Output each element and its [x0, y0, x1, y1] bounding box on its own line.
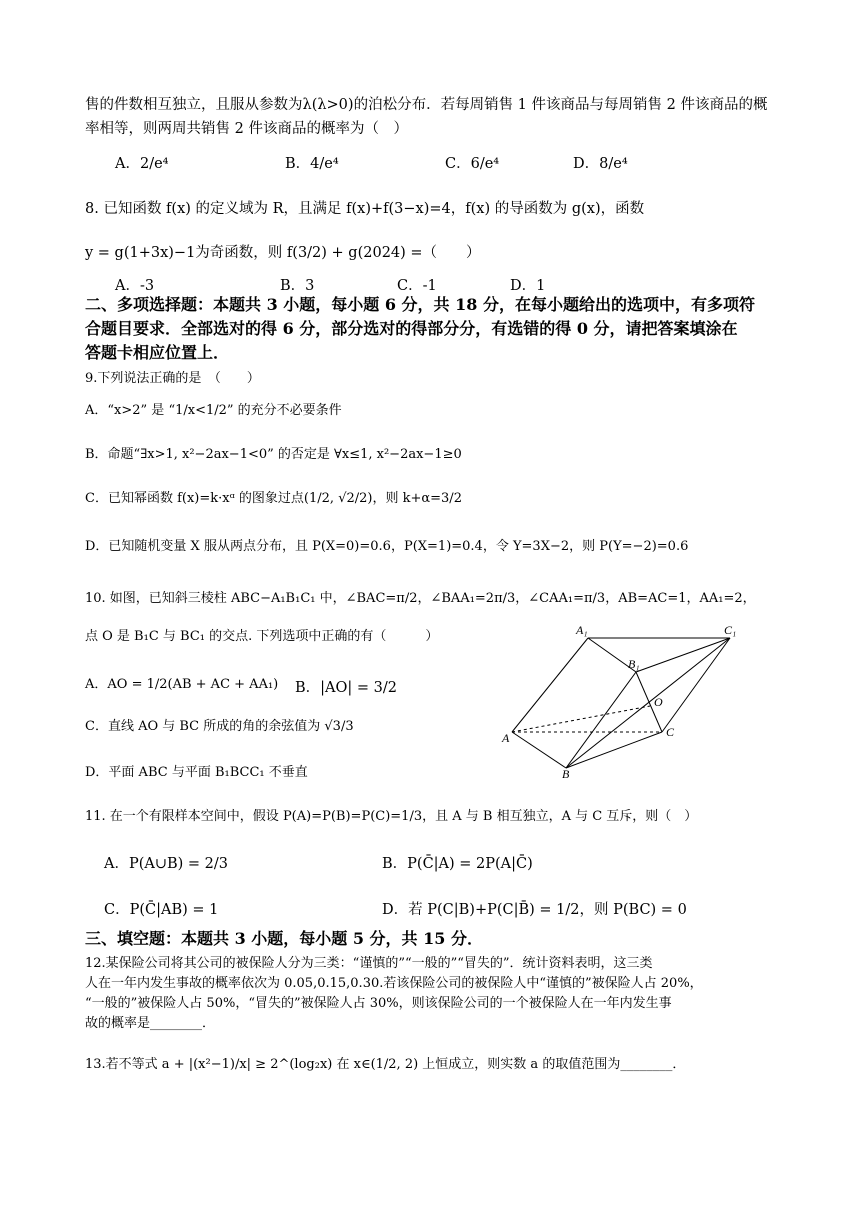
- q8-option-a: A．-3: [115, 278, 155, 294]
- q10-line1: 10. 如图，已知斜三棱柱 ABC−A₁B₁C₁ 中，∠BAC=π/2，∠BAA₁=2π/3，∠CAA₁=π/3，AB=AC=1，AA₁=2，: [85, 591, 756, 606]
- section2-line3: 答题卡相应位置上．: [85, 343, 230, 362]
- q7-option-b: B．4/e⁴: [285, 156, 339, 172]
- q12-line2: 人在一年内发生事故的概率依次为 0.05,0.15,0.30.若该保险公司的被保险人中“谨慎的”被保险人占 20%，: [85, 976, 703, 991]
- q7-line1: 售的件数相互独立，且服从参数为λ(λ>0)的泊松分布．若每周销售 1 件该商品与每周销售 2 件该商品的概: [85, 97, 768, 113]
- q8-option-d: D．1: [510, 278, 546, 294]
- q12-line4: 故的概率是________．: [85, 1016, 216, 1031]
- label-c: C: [666, 725, 675, 739]
- section2-line2: 合题目要求．全部选对的得 6 分，部分选对的得部分分，有选错的得 0 分，请把答案填涂在: [85, 319, 738, 338]
- q9-option-d: D．已知随机变量 X 服从两点分布，且 P(X=0)=0.6，P(X=1)=0.4，令 Y=3X−2，则 P(Y=−2)=0.6: [85, 539, 689, 554]
- q10-option-b: B．|AO| = 3/2: [295, 680, 397, 696]
- label-a: A: [502, 731, 510, 745]
- edge-b1c1: [636, 638, 730, 672]
- q8-line2: y = g(1+3x)−1为奇函数，则 f(3/2) + g(2024) =（ ）: [85, 245, 481, 261]
- diag-bc1: [566, 638, 730, 768]
- q8-line1: 8. 已知函数 f(x) 的定义域为 R，且满足 f(x)+f(3−x)=4，f(x) 的导函数为 g(x)，函数: [85, 201, 645, 217]
- label-b: B: [562, 767, 570, 780]
- q7-option-d: D．8/e⁴: [573, 156, 628, 172]
- q8-option-b: B．3: [280, 278, 315, 294]
- q12-line1: 12.某保险公司将其公司的被保险人分为三类：“谨慎的”“一般的”“冒失的”．统计资料表明，这三类: [85, 956, 653, 971]
- edge-bc: [566, 732, 662, 768]
- label-a1: A₁: [576, 623, 588, 637]
- q10-option-c: C．直线 AO 与 BC 所成的角的余弦值为 √3/3: [85, 719, 354, 734]
- q10-line2: 点 O 是 B₁C 与 BC₁ 的交点. 下列选项中正确的有（ ）: [85, 629, 439, 644]
- q7-option-a: A．2/e⁴: [115, 156, 169, 172]
- q7-line2: 率相等，则两周共销售 2 件该商品的概率为（ ）: [85, 121, 408, 137]
- label-o: O: [654, 695, 663, 709]
- q10-option-d: D．平面 ABC 与平面 B₁BCC₁ 不垂直: [85, 765, 308, 780]
- section3-title: 三、填空题：本题共 3 小题，每小题 5 分，共 15 分．: [85, 929, 483, 948]
- q11-option-c: C．P(C̄|AB) = 1: [104, 902, 219, 918]
- segment-ao: [512, 706, 650, 732]
- label-b1: B₁: [628, 657, 640, 671]
- q12-line3: “一般的”被保险人占 50%，“冒失的”被保险人占 30%，则该保险公司的一个被保险人在一年内发生事: [85, 996, 672, 1011]
- section2-line1: 二、多项选择题：本题共 3 小题，每小题 6 分，共 18 分，在每小题给出的选项中，有多项符: [85, 295, 755, 314]
- edge-bb1: [566, 672, 636, 768]
- q11-option-a: A．P(A∪B) = 2/3: [104, 856, 229, 872]
- q9-stem: 9.下列说法正确的是 （ ）: [85, 371, 260, 386]
- q7-option-c: C．6/e⁴: [445, 156, 500, 172]
- q11-stem: 11. 在一个有限样本空间中，假设 P(A)=P(B)=P(C)=1/3，且 A 与 B 相互独立，A 与 C 互斥，则（ ）: [85, 809, 698, 824]
- edge-aa1: [512, 638, 588, 732]
- edge-ab: [512, 732, 566, 768]
- q11-option-d: D．若 P(C|B)+P(C|B̄) = 1/2，则 P(BC) = 0: [382, 902, 687, 918]
- q10-option-a: A．AO = 1/2(AB + AC + AA₁): [85, 677, 279, 692]
- prism-figure: [500, 620, 770, 780]
- edge-cc1: [662, 638, 730, 732]
- q9-option-b: B．命题“∃x>1, x²−2ax−1<0” 的否定是 ∀x≤1, x²−2ax−1≥0: [85, 447, 462, 462]
- label-c1: C₁: [724, 623, 737, 637]
- q9-option-c: C．已知幂函数 f(x)=k·xᵅ 的图象过点(1/2, √2/2)，则 k+α=3/2: [85, 491, 462, 506]
- q11-option-b: B．P(C̄|A) = 2P(A|C̄): [382, 856, 533, 872]
- q8-option-c: C．-1: [397, 278, 437, 294]
- q13-line1: 13.若不等式 a + |(x²−1)/x| ≥ 2^(log₂x) 在 x∈(1/2, 2) 上恒成立，则实数 a 的取值范围为________．: [85, 1057, 686, 1072]
- q9-option-a: A．“x>2” 是 “1/x<1/2” 的充分不必要条件: [85, 403, 342, 418]
